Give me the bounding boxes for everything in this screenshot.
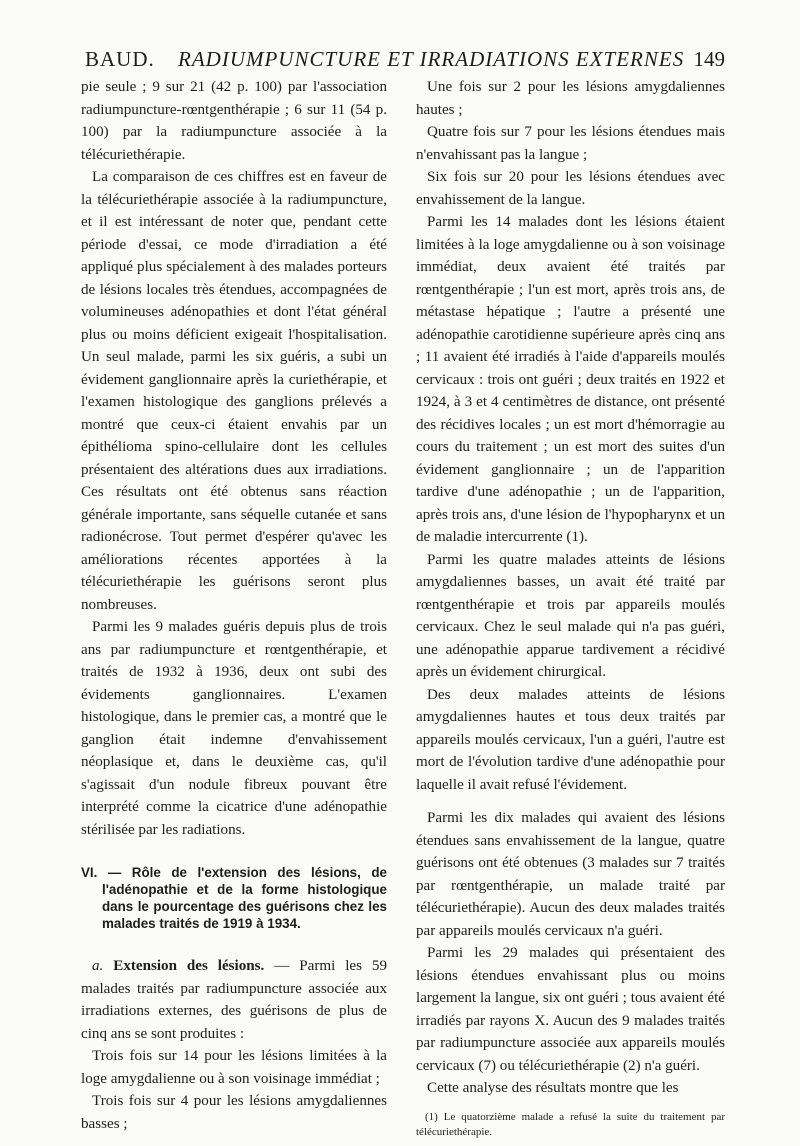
page-number: 149: [693, 47, 725, 71]
footnote-separator: [416, 1100, 725, 1110]
paragraph: Une fois sur 2 pour les lésions amygdaliennes hautes ;: [416, 79, 725, 118]
paragraph: La comparaison de ces chiffres est en faveur de la télécuriethérapie associée à la radiumpuncture, et il est intéressant de noter que, pendant cette période d'essai, ce mode d'irradiation a été appliqué plus spécialement à des malades porteurs de lésions locales très étendues, accompagnées de volumineuses adénopathies et dont l'état général plus ou moins déficient exigeait l'hospitalisation. Un seul malade, parmi les six guéris, a subi un évidement ganglionnaire après la curiethérapie, et l'examen histologique des ganglions prélevés a montré que ceux-ci étaient envahis par un épithélioma spino-cellulaire dont les cellules présentaient des altérations dues aux irradiations. Ces résultats ont été obtenus sans réaction générale importante, sans séquelle cutanée et sans radionécrose. Tout permet d'espérer qu'avec les améliorations récentes apportées à la télécuriethérapie les guérisons seront plus nombreuses.: [81, 169, 387, 613]
paragraph: Cette analyse des résultats montre que les: [427, 1080, 679, 1096]
paragraph: Parmi les dix malades qui avaient des lésions étendues sans envahissement de la langue, quatre guérisons ont été obtenues (3 malades sur 7 traités par rœntgenthérapie, un malade traité par télécuriethérapie). Aucun des deux malades traités par appareils moulés cervicaux n'a guéri.: [416, 810, 725, 939]
footnote: (1) Le quatorzième malade a refusé la suite du traitement par télécuriethérapie.: [416, 1110, 725, 1138]
paragraph: Quatre fois sur 7 pour les lésions étendues mais n'envahissant pas la langue ;: [416, 124, 725, 163]
right-column: [416, 76, 725, 1140]
paragraph: Parmi les quatre malades atteints de lésions amygdaliennes basses, un avait été traité par rœntgenthérapie et trois par appareils moulés cervicaux. Chez le seul malade qui n'a pas guéri, une adénopathie apparue tardivement a récidivé après un évidement chirurgical.: [416, 551, 725, 680]
header-author: BAUD.: [85, 47, 155, 71]
section-heading: VI. — Rôle de l'extension des lésions, de l'adénopathie et de la forme histologique dans le pourcentage des guérisons chez les malades traités de 1919 à 1934.: [81, 864, 387, 932]
spacer: [81, 841, 387, 864]
running-header: [85, 47, 725, 77]
subsection-paragraph: [81, 955, 387, 1045]
left-column: [81, 76, 387, 1135]
paragraph-text: — Parmi les 59 malades traités par radiumpuncture associée aux irradiations externes, des guérisons de plus de cinq ans se sont produites :: [81, 958, 387, 1042]
header-title: RADIUMPUNCTURE ET IRRADIATIONS EXTERNES: [178, 47, 685, 71]
subsection-letter: a.: [92, 958, 104, 975]
paragraph: Trois fois sur 4 pour les lésions amygdaliennes basses ;: [81, 1093, 387, 1132]
spacer: [416, 796, 725, 807]
paragraph: Parmi les 29 malades qui présentaient des lésions étendues envahissant plus ou moins largement la langue, six ont guéri ; tous avaient été irradiés par rayons X. Aucun des 9 malades traités par radiumpuncture associée aux appareils moulés cervicaux (7) ou télécuriethérapie (2) n'a guéri.: [416, 945, 725, 1074]
paragraph: Six fois sur 20 pour les lésions étendues avec envahissement de la langue.: [416, 169, 725, 208]
paragraph: pie seule ; 9 sur 21 (42 p. 100) par l'association radiumpuncture-rœntgenthérapie ; 6 sur 11 (54 p. 100) par la radiumpuncture associée à la télécuriethérapie.: [81, 79, 387, 163]
paragraph: Parmi les 14 malades dont les lésions étaient limitées à la loge amygdalienne ou à son voisinage immédiat, deux avaient été traités par rœntgenthérapie ; l'un est mort, après trois ans, de métastase hépatique ; l'autre a présenté une adénopathie carotidienne supérieure après cinq ans ; 11 avaient été irradiés à l'aide d'appareils moulés cervicaux : trois ont guéri ; deux traités en 1922 et 1924, à 3 et 4 centimètres de distance, ont présenté des récidives locales ; un est mort d'hémorragie au cours du traitement ; un est mort des suites d'un évidement ganglionnaire ; un de l'apparition tardive d'une adénopathie ; un de l'apparition, après trois ans, d'une lésion de l'hypopharynx et un de maladie intercurrente (1).: [416, 214, 725, 545]
paragraph: Trois fois sur 14 pour les lésions limitées à la loge amygdalienne ou à son voisinage immédiat ;: [81, 1048, 387, 1087]
paragraph: Des deux malades atteints de lésions amygdaliennes hautes et tous deux traités par appareils moulés cervicaux, l'un a guéri, l'autre est mort de l'évolution tardive d'une adénopathie pour laquelle il avait refusé l'évidement.: [416, 686, 725, 793]
paragraph: Parmi les 9 malades guéris depuis plus de trois ans par radiumpuncture et rœntgenthérapie, et traités de 1932 à 1936, deux ont subi des évidements ganglionnaires. L'examen histologique, dans le premier cas, a montré que le ganglion était indemne d'envahissement néoplasique et, dans le deuxième cas, qu'il s'agissait d'un nodule fibreux pouvant être interprété comme la cicatrice d'une adénopathie stérilisée par les radiations.: [81, 619, 387, 838]
subsection-title: Extension des lésions.: [113, 958, 265, 975]
spacer: [81, 933, 387, 956]
